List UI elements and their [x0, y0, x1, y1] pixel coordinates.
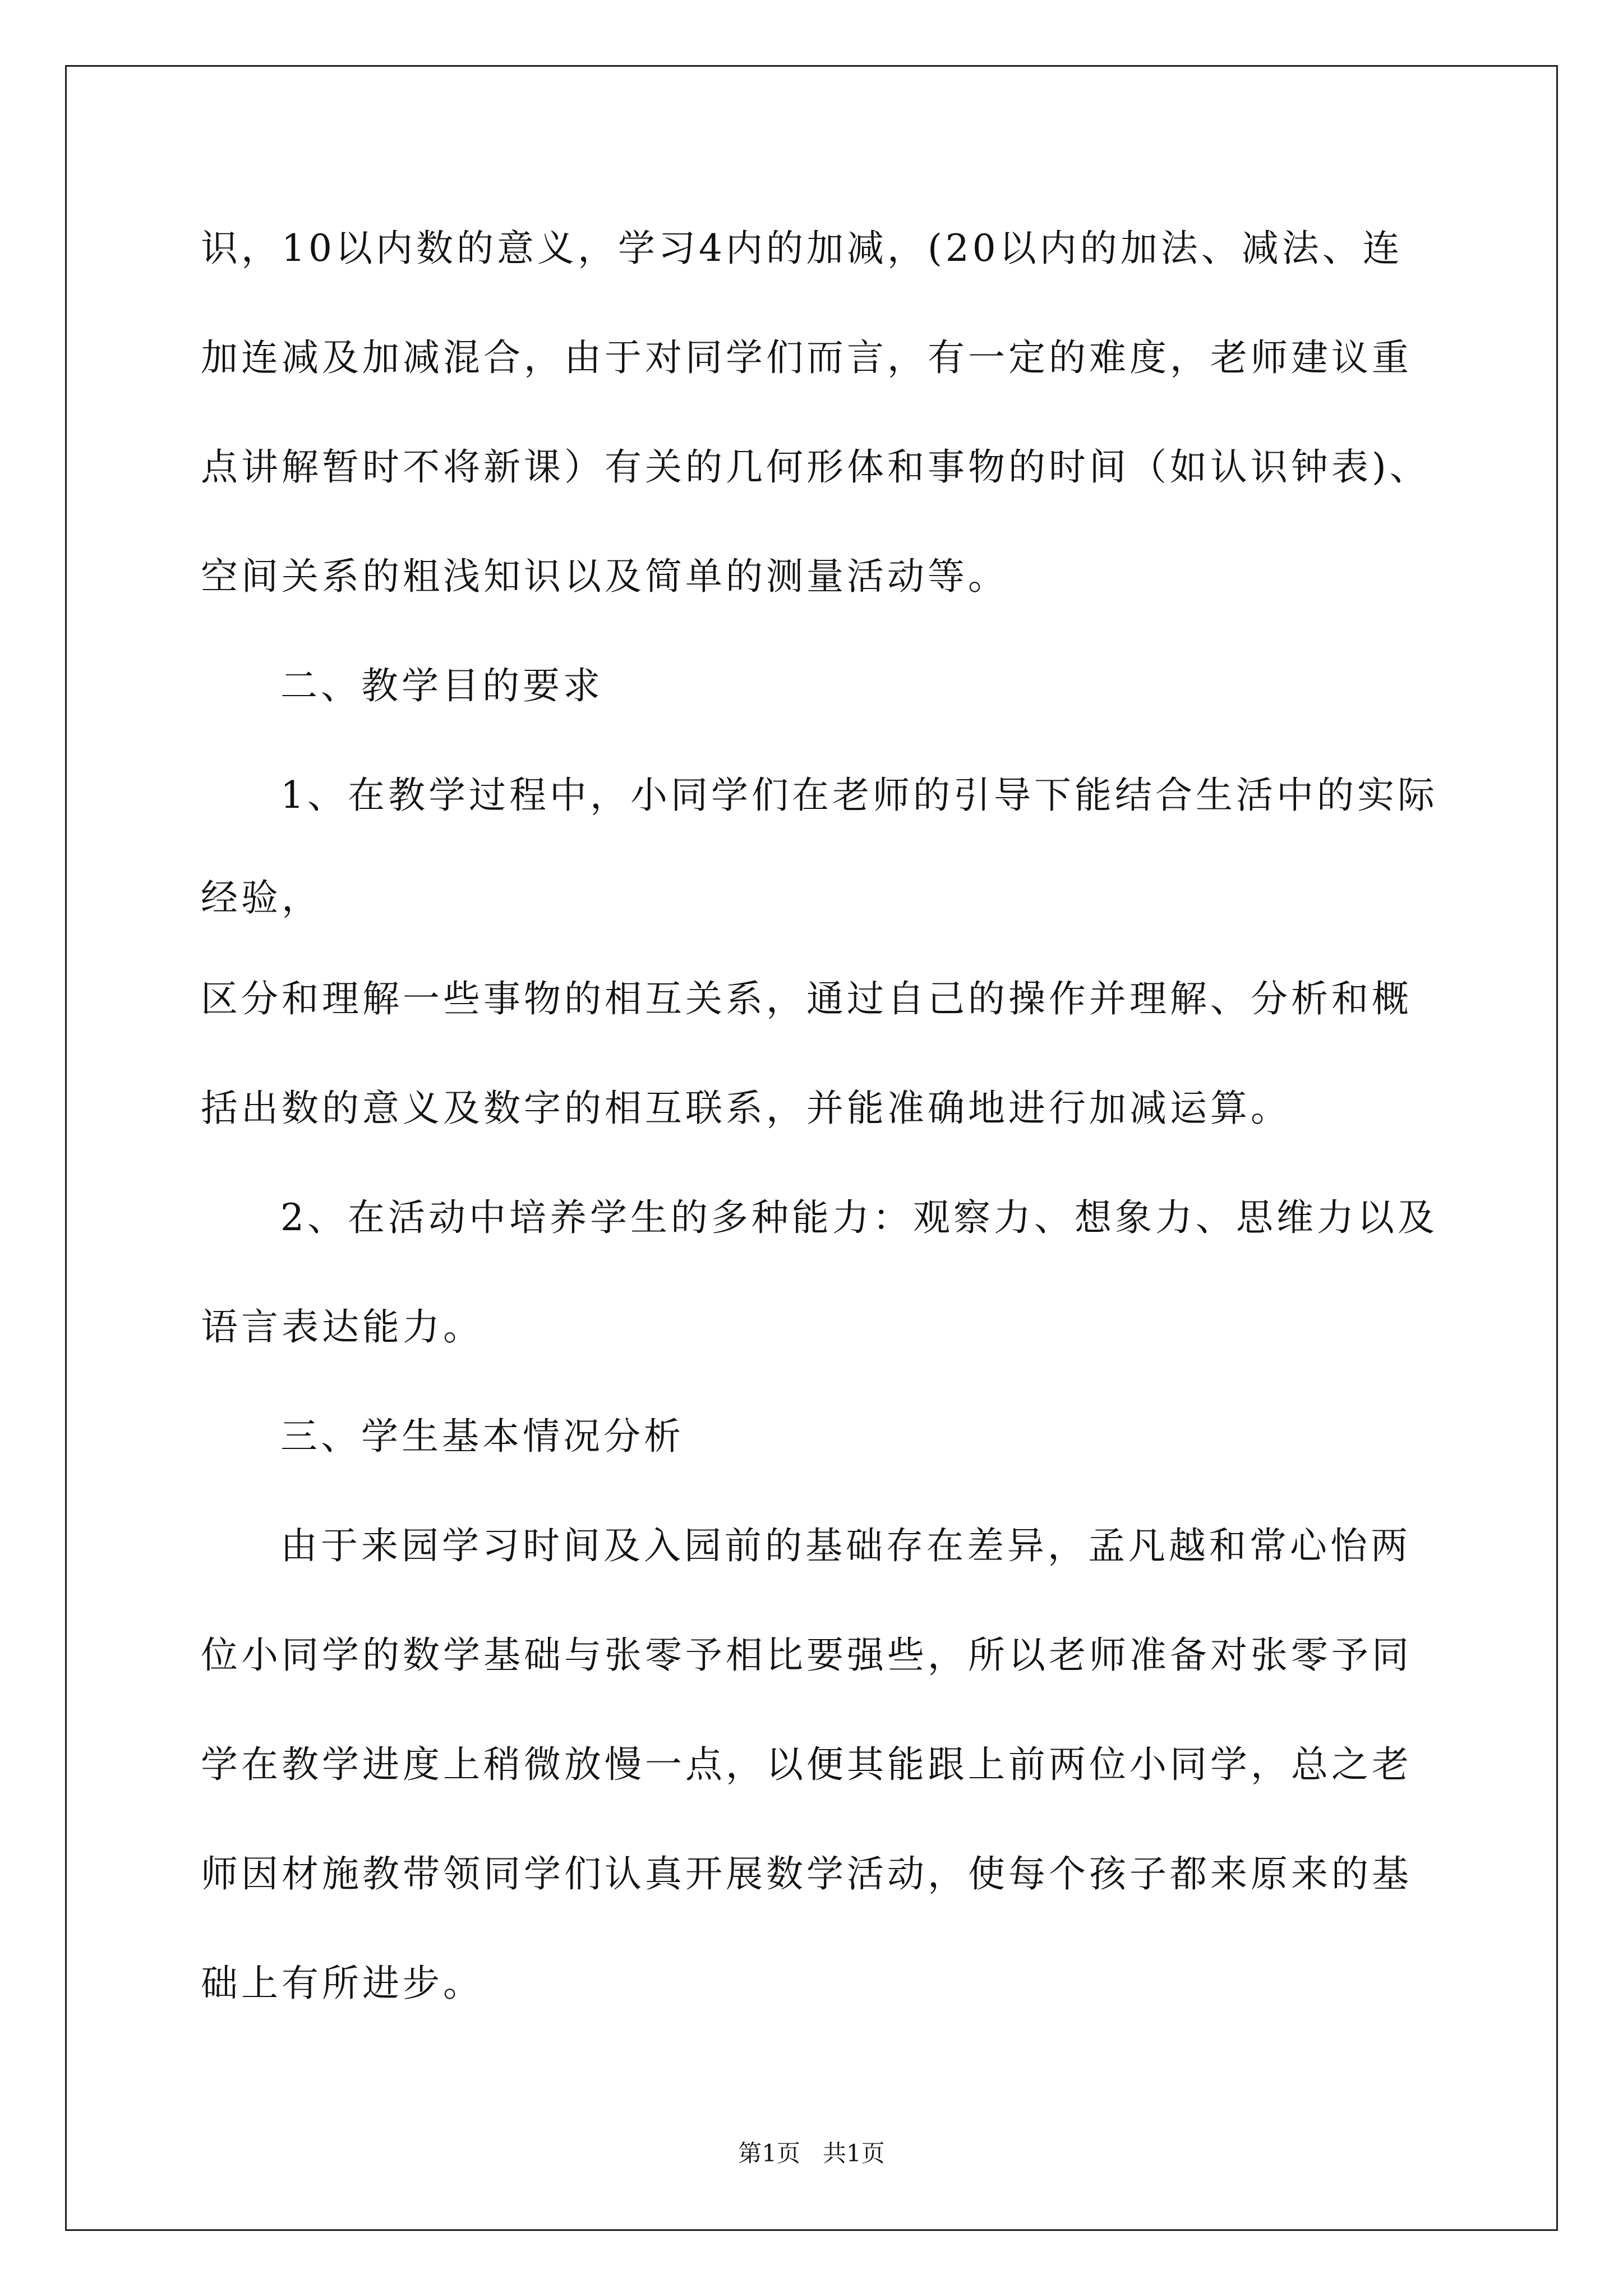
section-heading: 二、教学目的要求 — [280, 664, 603, 707]
body-line: 1、在教学过程中，小同学们在老师的引导下能结合生活中的实际 — [280, 774, 1438, 817]
body-line: 2、在活动中培养学生的多种能力：观察力、想象力、思维力以及 — [280, 1196, 1438, 1239]
section-heading: 三、学生基本情况分析 — [280, 1415, 684, 1458]
body-line: 师因材施教带领同学们认真开展数学活动，使每个孩子都来原来的基 — [201, 1852, 1412, 1895]
page-number-footer: 第1页 共1页 — [738, 2139, 885, 2167]
body-line: 础上有所进步。 — [201, 1962, 483, 2005]
body-line: 区分和理解一些事物的相互关系，通过自己的操作并理解、分析和概 — [201, 977, 1412, 1020]
body-line: 位小同学的数学基础与张零予相比要强些，所以老师准备对张零予同 — [201, 1634, 1412, 1677]
body-line: 由于来园学习时间及入园前的基础存在差异，孟凡越和常心怡两 — [280, 1524, 1411, 1567]
body-line: 识，10以内数的意义，学习4内的加减，(20以内的加法、减法、连 — [201, 227, 1403, 270]
body-line: 括出数的意义及数字的相互联系，并能准确地进行加减运算。 — [201, 1087, 1291, 1130]
body-line: 空间关系的粗浅知识以及简单的测量活动等。 — [201, 555, 1008, 598]
page-border — [65, 65, 1558, 2231]
body-line: 点讲解暂时不将新课）有关的几何形体和事物的时间（如认识钟表)、 — [201, 445, 1430, 489]
body-line: 加连减及加减混合，由于对同学们而言，有一定的难度，老师建议重 — [201, 336, 1412, 379]
body-line: 学在教学进度上稍微放慢一点，以便其能跟上前两位小同学，总之老 — [201, 1743, 1412, 1786]
body-line: 经验， — [201, 876, 322, 919]
body-line: 语言表达能力。 — [201, 1305, 483, 1349]
